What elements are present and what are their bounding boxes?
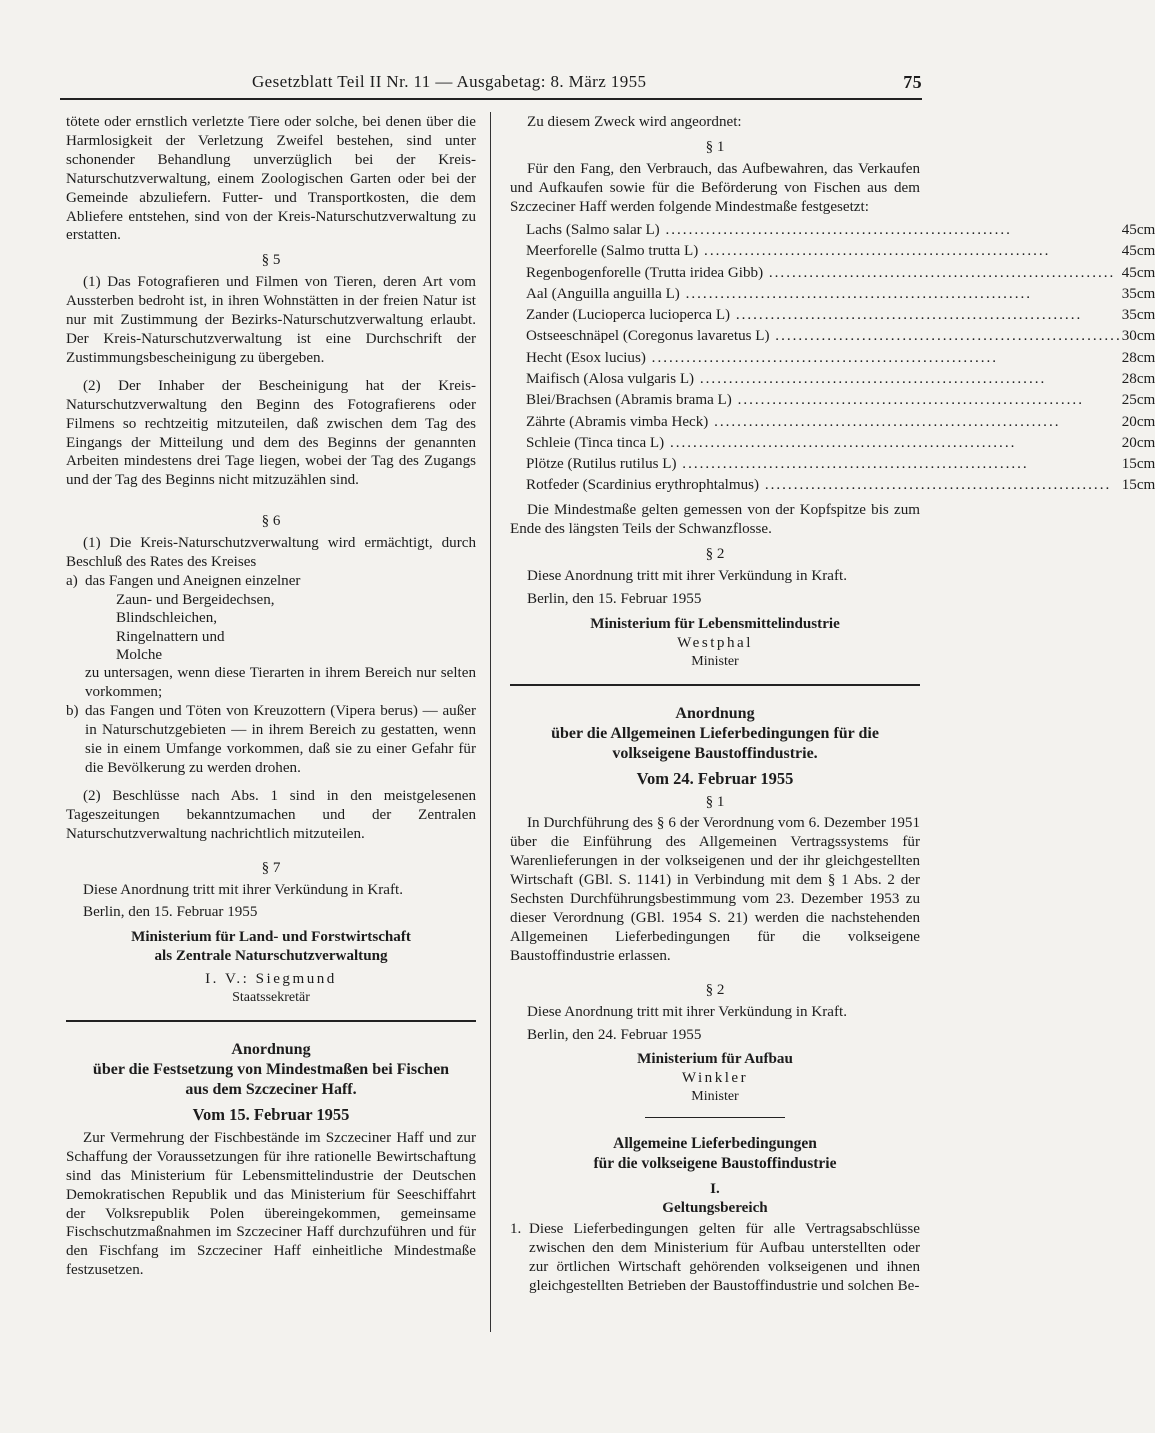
conditions-title: Allgemeine Lieferbedingungen [613,1135,817,1153]
fish-unit: cm [1136,477,1155,494]
conditions-subtitle: für die volkseigene Baustoffindustrie [593,1155,837,1173]
paragraph-6-2: (2) Beschlüsse nach Abs. 1 sind in den meistgelesenen Tageszeitungen bekanntzumachen und der Zentralen Naturschutzverwaltung nachrichtlich mitzuteilen. [66,787,476,842]
paragraph-2: Diese Anordnung tritt mit ihrer Verkündung in Kraft. [527,1003,847,1020]
fish-min-size: 20 [1121,413,1137,430]
fish-unit: cm [1136,243,1155,260]
fish-name: Blei/Brachsen (Abramis brama L) [526,392,732,409]
fish-unit: cm [1136,434,1155,451]
anordnung-subtitle-2: volkseigene Baustoffindustrie. [612,744,818,762]
fish-row [526,368,1155,389]
list-label-b: b) [66,703,79,720]
fish-size-table [526,219,1155,496]
species-item: Molche [116,647,163,664]
fish-name: Regenbogenforelle (Trutta iridea Gibb) [526,264,764,281]
fish-name: Plötze (Rutilus rutilus L) [526,456,677,473]
section-heading-2: § 2 [705,546,725,563]
fish-name: Lachs (Salmo salar L) [526,221,660,238]
paragraph-preamble: Zur Vermehrung der Fischbestände im Szczeciner Haff und zur Schaffung der Voraussetzungen für ihre rationelle Bewirtschaftung sind das Ministerium für Lebensmittelindustrie der Deutschen Demokratischen Republik und das Ministerium für Seeschiffahrt der Volksrepublik Polen übereingekommen, gemeinsame Fischschutzmaßnahmen im Szczeciner Haff durchzuführen und für den Fischfang im Szczeciner Haff einheitliche Mindestmaße festzusetzen. [66,1129,476,1279]
species-item: Ringelnattern und [116,628,225,645]
list-text-b: das Fangen und Töten von Kreuzottern (Vipera berus) — außer in Naturschutzgebieten — in ihrem Bereich zu gestatten, wenn sie in einem Umfange vorkommen, daß sie zu einer Gefahr für die Bevölkerung zu werden drohen. [85,703,476,776]
part-title: Geltungsbereich [662,1200,768,1217]
fish-unit: cm [1136,349,1155,366]
column-divider [490,112,491,1332]
leader-dots: ............................................................ [731,392,1084,409]
page-header [60,72,922,96]
ministry-name: Ministerium für Lebensmittelindustrie [590,615,840,632]
leader-dots: ............................................................ [698,243,1051,260]
paragraph-7: Diese Anordnung tritt mit ihrer Verkündung in Kraft. [83,881,403,898]
fish-min-size: 25 [1121,392,1137,409]
fish-unit: cm [1136,371,1155,387]
species-item: Blindschleichen, [116,610,218,627]
fish-name: Rotfeder (Scardinius erythrophtalmus) [526,477,760,494]
ministry-name-line-2: als Zentrale Naturschutzverwaltung [154,948,388,965]
fish-min-size: 15 [1121,456,1137,473]
header-title: Gesetzblatt Teil II Nr. 11 — Ausgabetag: 8. März 1955 [252,72,647,91]
signer-role: Minister [691,1089,739,1105]
place-date: Berlin, den 24. Februar 1955 [527,1026,702,1043]
paragraph-purpose: Zu diesem Zweck wird angeordnet: [527,114,742,130]
ministry-name: Ministerium für Land- und Forstwirtschaft [131,929,411,946]
header-rule [60,98,922,100]
list-continuation-a: zu untersagen, wenn diese Tierarten in ihrem Bereich nur selten vorkommen; [85,665,476,701]
leader-dots: ............................................................ [769,328,1122,345]
fish-name: Zander (Lucioperca lucioperca L) [526,307,731,324]
fish-min-size: 20 [1121,434,1137,451]
fish-row [526,282,1155,303]
signer-name: Westphal [677,634,753,651]
fish-unit: cm [1136,456,1155,473]
fish-name: Zährte (Abramis vimba Heck) [526,413,709,430]
fish-min-size: 15 [1121,477,1137,494]
fish-name: Maifisch (Alosa vulgaris L) [526,371,695,387]
page-number: 75 [903,72,922,92]
leader-dots: ............................................................ [730,307,1083,324]
paragraph-6-1: (1) Die Kreis-Naturschutzverwaltung wird ermächtigt, durch Beschluß des Rates des Kreises [66,535,476,571]
section-rule [66,1020,476,1022]
fish-unit: cm [1136,221,1155,238]
section-heading-2: § 2 [705,981,725,998]
list-item-b [66,702,476,778]
fish-row [526,240,1155,261]
item-number: 1. [510,1220,522,1237]
part-number: I. [710,1181,720,1198]
fish-min-size: 35 [1121,285,1137,302]
section-heading-7: § 7 [261,859,281,876]
signer-name: I. V.: Siegmund [205,971,337,988]
signer-role: Staatssekretär [232,990,310,1006]
signer-name: Winkler [681,1070,749,1087]
anordnung-subtitle: über die Festsetzung von Mindestmaßen bei Fischen [92,1060,450,1078]
fish-unit: cm [1136,307,1155,324]
fish-min-size: 28 [1121,349,1137,366]
fish-row [526,432,1155,453]
fish-row [526,474,1155,495]
left-column [66,113,476,1280]
paragraph-intro: tötete oder ernstlich verletzte Tiere oder solche, bei denen über die Harmlosigkeit der Verletzung Zweifel bestehen, sind unter schonender Behandlung unverzüglich bei der Kreis-Naturschutzverwaltung, einem Zoologischen Garten oder bei der Gemeinde abzuliefern. Futter- und Transportkosten, die dem Abliefere entstehen, sind von der Kreis-Naturschutzverwaltung zu erstatten. [66,114,476,244]
fish-min-size: 45 [1121,264,1137,281]
right-column [510,113,1155,1296]
section-heading-1: § 1 [705,138,725,155]
fish-name: Hecht (Esox lucius) [526,349,646,366]
fish-row [526,304,1155,325]
paragraph-2: Diese Anordnung tritt mit ihrer Verkündung in Kraft. [527,568,847,585]
fish-min-size: 30 [1121,328,1137,345]
leader-dots: ............................................................ [763,264,1116,281]
species-item: Zaun- und Bergeidechsen, [116,591,275,608]
species-list [66,591,476,665]
fish-unit: cm [1136,285,1155,302]
item-text: Diese Lieferbedingungen gelten für alle Vertragsabschlüsse zwischen den dem Ministerium für Aufbau unterstellten oder zur örtlichen Wirtschaft gehörenden volkseigenen und ihnen gleichgestellten Betrieben der Baustoffindustrie und solchen Be- [529,1220,920,1294]
section-rule [510,684,920,686]
numbered-item [510,1220,920,1296]
anordnung-title: Anordnung [675,704,755,722]
leader-dots: ............................................................ [659,221,1012,238]
leader-dots: ............................................................ [679,285,1033,302]
fish-name: Schleie (Tinca tinca L) [526,434,665,451]
list-text-a: das Fangen und Aneignen einzelner [85,572,301,589]
fish-row [526,219,1155,240]
paragraph-5-2: (2) Der Inhaber der Bescheinigung hat der Kreis-Naturschutzverwaltung den Beginn des Fotografierens oder Filmens so rechtzeitig mitzuteilen, daß zwischen dem Tag des Eingangs der Mitteilung und dem des Beginns der genannten Arbeiten mindestens drei Tage liegen, wobei der Tag des Zugangs und der Tag des Beginns nicht mitzuzählen sind. [66,377,476,489]
fish-name: Aal (Anguilla anguilla L) [526,285,680,302]
anordnung-subtitle-2: aus dem Szczeciner Haff. [185,1080,357,1098]
paragraph-5-1: (1) Das Fotografieren und Filmen von Tieren, deren Art vom Aussterben bedroht ist, in ihren Wohnstätten in der freien Natur ist nur mit Zustimmung der Bezirks-Naturschutzverwaltung erlaubt. Der Kreis-Naturschutzverwaltung ist eine Durchschrift der Zustimmungsbescheinigung zu übergeben. [66,274,476,366]
leader-dots: ............................................................ [645,349,999,366]
anordnung-subtitle: über die Allgemeinen Lieferbedingungen für die [551,724,879,742]
anordnung-date: Vom 24. Februar 1955 [636,768,794,788]
signer-role: Minister [691,653,739,669]
fish-row [526,261,1155,282]
anordnung-date: Vom 15. Februar 1955 [192,1104,350,1124]
anordnung-title: Anordnung [231,1040,311,1058]
fish-unit: cm [1136,264,1155,281]
fish-row [526,453,1155,474]
leader-dots: ............................................................ [708,413,1061,430]
fish-min-size: 45 [1121,243,1137,260]
leader-dots: ............................................................ [664,434,1017,451]
fish-unit: cm [1136,413,1155,430]
fish-name: Meerforelle (Salmo trutta L) [526,243,699,260]
paragraph-1: Für den Fang, den Verbrauch, das Aufbewahren, das Verkaufen und Aufkaufen sowie für die Beförderung von Fischen aus dem Szczeciner Haff werden folgende Mindestmaße festgesetzt: [510,160,920,215]
fish-unit: cm [1136,392,1155,409]
paragraph-measurement: Die Mindestmaße gelten gemessen von der Kopfspitze bis zum Ende des längsten Teils der Schwanzflosse. [510,502,920,538]
fish-row [526,389,1155,410]
paragraph-1: In Durchführung des § 6 der Verordnung vom 6. Dezember 1951 über die Einführung des Allgemeinen Vertragssystems für Warenlieferungen in der volkseigenen und der ihr gleichgestellten Wirtschaft (GBl. S. 1141) in Verbindung mit dem § 1 Abs. 2 der Sechsten Durchführungsbestimmung vom 23. Dezember 1953 zu dieser Verordnung (GBl. 1954 S. 21) werden die nachstehenden Allgemeinen Lieferbedingungen für die volkseigene Baustoffindustrie erlassen. [510,815,920,964]
fish-min-size: 45 [1121,221,1137,238]
ministry-name: Ministerium für Aufbau [637,1051,793,1068]
short-rule [645,1117,785,1118]
list-item-a [66,572,476,591]
list-label-a: a) [66,572,78,589]
leader-dots: ............................................................ [676,456,1029,473]
fish-min-size: 28 [1121,371,1137,387]
section-heading-6: § 6 [261,513,281,530]
fish-row [526,325,1155,346]
fish-name: Ostseeschnäpel (Coregonus lavaretus L) [526,328,770,345]
place-date: Berlin, den 15. Februar 1955 [527,591,702,608]
leader-dots: ............................................................ [759,477,1112,494]
fish-row [526,410,1155,431]
fish-min-size: 35 [1121,307,1137,324]
place-date: Berlin, den 15. Februar 1955 [83,904,258,921]
leader-dots: ............................................................ [694,371,1047,387]
section-heading-1: § 1 [705,793,725,810]
fish-row [526,346,1155,367]
section-heading-5: § 5 [261,252,281,269]
fish-unit: cm [1136,328,1155,345]
